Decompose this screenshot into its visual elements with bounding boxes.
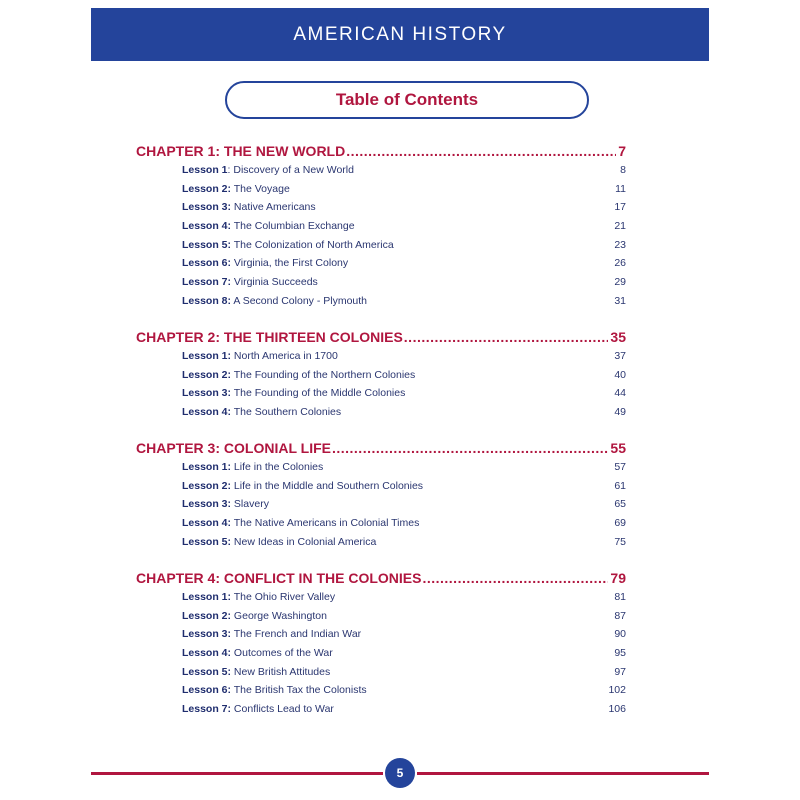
- dot-leader: [404, 328, 609, 346]
- lesson-title: The Columbian Exchange: [231, 220, 355, 232]
- lesson-page: 87: [614, 610, 626, 622]
- dot-leader: [422, 569, 608, 587]
- chapter-page: 35: [610, 329, 626, 345]
- lesson-label: Lesson 5:: [182, 239, 232, 251]
- book-title-banner: [91, 8, 709, 61]
- lesson-page: 21: [614, 220, 626, 232]
- lesson-entry[interactable]: [182, 665, 626, 679]
- dot-leader: [346, 142, 616, 160]
- lesson-label: Lesson 6:: [182, 257, 232, 269]
- lesson-label: Lesson 8:: [182, 295, 232, 307]
- chapter-title: CHAPTER 3: COLONIAL LIFE: [136, 440, 331, 456]
- lesson-page: 11: [615, 183, 626, 195]
- lesson-title: George Washington: [231, 610, 327, 622]
- lesson-page: 106: [608, 703, 626, 715]
- lesson-entry[interactable]: [182, 294, 626, 308]
- lesson-title: The French and Indian War: [231, 628, 362, 640]
- lesson-label: Lesson 1:: [182, 461, 232, 473]
- chapter-title: CHAPTER 2: THE THIRTEEN COLONIES: [136, 329, 403, 345]
- lesson-page: 37: [614, 350, 626, 362]
- lesson-entry[interactable]: [182, 683, 626, 697]
- lesson-page: 26: [614, 257, 626, 269]
- lesson-label: Lesson 2:: [182, 183, 232, 195]
- chapter-title: CHAPTER 1: THE NEW WORLD: [136, 143, 346, 159]
- lesson-title: A Second Colony - Plymouth: [231, 295, 368, 307]
- lesson-label: Lesson 4:: [182, 647, 232, 659]
- lesson-title: Native Americans: [231, 201, 316, 213]
- lesson-title: Virginia, the First Colony: [231, 257, 349, 269]
- lesson-page: 40: [614, 369, 626, 381]
- page-number: 5: [396, 766, 404, 780]
- lesson-entry[interactable]: [182, 646, 626, 660]
- lesson-entry[interactable]: [182, 219, 626, 233]
- lesson-title: The Southern Colonies: [231, 406, 342, 418]
- lesson-title: The Founding of the Middle Colonies: [231, 387, 406, 399]
- lesson-entry[interactable]: [182, 349, 626, 363]
- dot-leader: [332, 439, 608, 457]
- chapter-page: 79: [610, 570, 626, 586]
- chapter-page: 7: [618, 143, 626, 159]
- lesson-entry[interactable]: [182, 590, 626, 604]
- lesson-entry[interactable]: [182, 497, 626, 511]
- chapter-title: CHAPTER 4: CONFLICT IN THE COLONIES: [136, 570, 422, 586]
- chapter-4-entry[interactable]: [136, 569, 626, 587]
- lesson-title: : Discovery of a New World: [227, 164, 354, 176]
- lesson-label: Lesson 3:: [182, 628, 232, 640]
- lesson-page: 102: [608, 684, 626, 696]
- lesson-page: 29: [614, 276, 626, 288]
- lesson-label: Lesson 2:: [182, 369, 232, 381]
- lesson-label: Lesson 7:: [182, 276, 232, 288]
- lesson-title: New British Attitudes: [231, 666, 331, 678]
- lesson-label: Lesson 6:: [182, 684, 232, 696]
- lesson-page: 90: [614, 628, 626, 640]
- lesson-title: The Native Americans in Colonial Times: [231, 517, 420, 529]
- lesson-page: 44: [614, 387, 626, 399]
- lesson-page: 81: [614, 591, 626, 603]
- footer-rule-right: [417, 772, 709, 775]
- lesson-title: The Ohio River Valley: [231, 591, 336, 603]
- lesson-entry[interactable]: [182, 163, 626, 177]
- lesson-page: 65: [614, 498, 626, 510]
- chapter-1-entry[interactable]: [136, 142, 626, 160]
- lesson-entry[interactable]: [182, 702, 626, 716]
- lesson-label: Lesson 2:: [182, 610, 232, 622]
- lesson-title: The British Tax the Colonists: [231, 684, 367, 696]
- lesson-title: North America in 1700: [231, 350, 338, 362]
- chapter-2-entry[interactable]: [136, 328, 626, 346]
- lesson-entry[interactable]: [182, 200, 626, 214]
- lesson-title: Life in the Colonies: [231, 461, 324, 473]
- lesson-title: Virginia Succeeds: [231, 276, 318, 288]
- lesson-page: 57: [614, 461, 626, 473]
- lesson-entry[interactable]: [182, 368, 626, 382]
- lesson-title: Slavery: [231, 498, 269, 510]
- lesson-entry[interactable]: [182, 386, 626, 400]
- lesson-title: The Voyage: [231, 183, 290, 195]
- footer-rule-left: [91, 772, 383, 775]
- lesson-label: Lesson 1: [182, 164, 228, 176]
- chapter-3-entry[interactable]: [136, 439, 626, 457]
- lesson-label: Lesson 5:: [182, 536, 232, 548]
- book-title: AMERICAN HISTORY: [293, 23, 507, 45]
- lesson-entry[interactable]: [182, 275, 626, 289]
- lesson-label: Lesson 7:: [182, 703, 232, 715]
- lesson-page: 97: [614, 666, 626, 678]
- lesson-page: 61: [614, 480, 626, 492]
- lesson-entry[interactable]: [182, 256, 626, 270]
- lesson-label: Lesson 3:: [182, 498, 232, 510]
- chapter-page: 55: [610, 440, 626, 456]
- lesson-label: Lesson 4:: [182, 517, 232, 529]
- lesson-label: Lesson 1:: [182, 350, 232, 362]
- lesson-page: 17: [614, 201, 626, 213]
- lesson-label: Lesson 3:: [182, 387, 232, 399]
- lesson-page: 69: [614, 517, 626, 529]
- lesson-title: Life in the Middle and Southern Colonies: [231, 480, 424, 492]
- lesson-title: The Colonization of North America: [231, 239, 394, 251]
- lesson-page: 95: [614, 647, 626, 659]
- lesson-title: Outcomes of the War: [231, 647, 333, 659]
- lesson-entry[interactable]: [182, 627, 626, 641]
- lesson-entry[interactable]: [182, 609, 626, 623]
- lesson-label: Lesson 1:: [182, 591, 232, 603]
- lesson-entry[interactable]: [182, 238, 626, 252]
- toc-title: Table of Contents: [335, 90, 479, 109]
- lesson-label: Lesson 4:: [182, 220, 232, 232]
- lesson-entry[interactable]: [182, 516, 626, 530]
- lesson-title: The Founding of the Northern Colonies: [231, 369, 416, 381]
- lesson-label: Lesson 3:: [182, 201, 232, 213]
- lesson-entry[interactable]: [182, 405, 626, 419]
- table-of-contents-heading: [225, 81, 589, 119]
- lesson-page: 49: [614, 406, 626, 418]
- lesson-label: Lesson 5:: [182, 666, 232, 678]
- lesson-page: 31: [614, 295, 626, 307]
- page-number-badge: [385, 758, 415, 788]
- lesson-entry[interactable]: [182, 535, 626, 549]
- lesson-entry[interactable]: [182, 182, 626, 196]
- lesson-entry[interactable]: [182, 479, 626, 493]
- lesson-title: New Ideas in Colonial America: [231, 536, 377, 548]
- lesson-label: Lesson 2:: [182, 480, 232, 492]
- lesson-label: Lesson 4:: [182, 406, 232, 418]
- lesson-title: Conflicts Lead to War: [231, 703, 334, 715]
- lesson-page: 23: [614, 239, 626, 251]
- lesson-page: 8: [620, 164, 626, 176]
- lesson-entry[interactable]: [182, 460, 626, 474]
- lesson-page: 75: [614, 536, 626, 548]
